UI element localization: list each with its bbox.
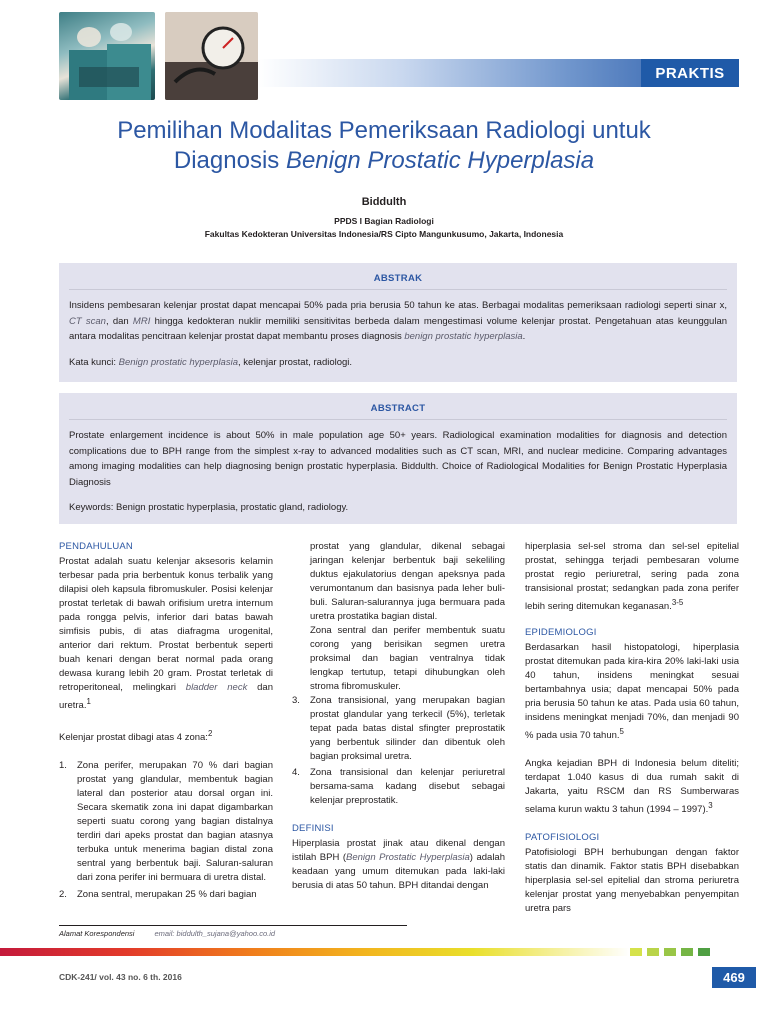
- section-heading-definisi: DEFINISI: [292, 823, 334, 834]
- abstrak-text: Insidens pembesaran kelenjar prostat dapat mencapai 50% pada pria berusia 50 tahun ke atas. Berbagai modalitas pemeriksaan radiologi seperti sinar x, CT scan, dan MRI hingga kedokteran nuklir memiliki sensitivitas berbeda dalam mengestimasi volume kelenjar prostat. Pengetahuan atas keunggulan antara modalitas pencitraan kelenjar prostat dapat membantu proses diagnosis benign prostatic hyperplasia.: [69, 300, 728, 342]
- paragraph: Kelenjar prostat dibagi atas 4 zona:$^2$: [59, 729, 213, 744]
- blood-pressure-photo: [165, 12, 258, 100]
- affiliation-department: PPDS I Bagian Radiologi: [334, 216, 434, 226]
- correspondence: [59, 929, 275, 938]
- paragraph: Angka kejadian BPH di Indonesia belum diteliti; terdapat 1.040 kasus di dua rumah sakit di Jakarta, yaitu RSCM dan RS Sumberwaras selama kurun waktu 3 tahun (1994 – 1997).$^3$: [525, 758, 739, 816]
- abstrak-divider: [69, 289, 727, 290]
- paragraph: Hiperplasia prostat jinak atau dikenal dengan istilah BPH (Benign Prostatic Hyperplasia) adalah keadaan yang umum ditemukan pada laki-laki berusia di atas 50 tahun. BPH ditandai dengan: [292, 838, 505, 891]
- abstract-text: Prostate enlargement incidence is about 50% in male population age 50+ years. Radiological examination modalities for diagnosis and detection complications due to BPH range from the simplest x-ray to advanced modalities such as CT scan, MRI, and nuclear medicine. Comparing advantages among imaging modalities can help diagnosing benign prostatic hyperplasia. Biddulth. Choice of Radiological Modalities for Benign Prostatic Hyperplasia Diagnosis: [69, 430, 727, 488]
- paragraph: Prostat adalah suatu kelenjar aksesoris kelamin terbesar pada pria berbentuk konus terbalik yang dilapisi oleh kapsula fibromuskuler. Posisi kelenjar prostat terletak di bawah orifisium uretra internum pada rongga pelvis, inferior dari batas bawah simfisis pubis, di atas diafragma urogenital, anterior dari rektum. Prostat berbentuk seperti buah kenari dengan berat normal pada orang dewasa kurang lebih 20 gram. Prostat terletak di retroperitoneal, melingkari bladder neck dan uretra.$^1$: [59, 556, 273, 712]
- journal-citation: CDK-241/ vol. 43 no. 6 th. 2016: [59, 972, 182, 982]
- abstract-divider: [69, 419, 727, 420]
- section-label: PRAKTIS: [641, 59, 739, 87]
- list-item: 3. Zona transisional, yang merupakan bagian prostat glandular yang terkecil (5%), terletak tepat pada batas distal sfingter preprostatik yang berbentuk silinder dan dibentuk oleh bagian proksimal uretra.: [292, 695, 505, 762]
- section-heading-epidemiologi: EPIDEMIOLOGI: [525, 627, 597, 639]
- abstract-box: [59, 393, 737, 524]
- paragraph: Berdasarkan hasil histopatologi, hiperplasia prostat ditemukan pada kira-kira 20% laki-laki usia 40 tahun, insidens meningkat sesuai bertambahnya usia; dapat mencapai 50% pada pria berusia 50 tahun ke atas. Pada usia 60 tahun, insidens meningkat menjadi 70%, dan menjadi 90 % pada usia 70 tahun.$^5$: [525, 642, 739, 742]
- title-line1: Pemilihan Modalitas Pemeriksaan Radiologi untuk: [117, 117, 651, 144]
- abstrak-keywords: Kata kunci: Benign prostatic hyperplasia, kelenjar prostat, radiologi.: [69, 356, 353, 368]
- column-1: [59, 540, 273, 902]
- author-name: Biddulth: [361, 196, 407, 208]
- surgeons-photo: [59, 12, 155, 100]
- header-banner: [258, 59, 739, 87]
- affiliation-institution: Fakultas Kedokteran Universitas Indonesia/RS Cipto Mangunkusumo, Jakarta, Indonesia: [204, 229, 564, 239]
- abstract-heading: ABSTRACT: [370, 403, 426, 414]
- correspondence-divider: [59, 925, 407, 926]
- column-2: [292, 540, 505, 893]
- list-item: 4. Zona transisional dan kelenjar periuretral bersama-sama kadang disebut sebagai kelenjar preprostatik.: [292, 767, 505, 806]
- page-number: 469: [712, 967, 756, 988]
- section-heading-patofisiologi: PATOFISIOLOGI: [525, 832, 600, 844]
- color-bar: [0, 948, 630, 956]
- list-item: 1. Zona perifer, merupakan 70 % dari bagian prostat yang glandular, membentuk bagian lateral dan posterior atau dorsal organ ini. Secara skematik zona ini dapat digambarkan seperti suatu corong yang bagian distalnya terdiri dari apeks prostat dan bagian atasnya terbuka untuk menerima bagian distal zona sentral yang berbentuk baji. Saluran-saluran dari zona perifer ini bermuara di uretra distal.: [59, 760, 273, 884]
- section-heading-pendahuluan: PENDAHULUAN: [59, 541, 133, 552]
- correspondence-label: Alamat Korespondensi: [59, 929, 135, 938]
- abstract-keywords: Keywords: Benign prostatic hyperplasia, prostatic gland, radiology.: [69, 502, 349, 513]
- title-line2-plain: Diagnosis: [173, 147, 286, 174]
- list-continuation: Zona sentral dan perifer membentuk suatu corong yang berisikan segmen uretra proksimal dan bagian ventralnya tidak lengkap tertutup, tetapi dihubungkan oleh stroma fibromuskuler.: [310, 625, 505, 692]
- abstrak-box: [59, 263, 737, 382]
- correspondence-email: email: biddulth_sujana@yahoo.co.id: [154, 929, 276, 938]
- title-line2-italic: Benign Prostatic Hyperplasia: [285, 147, 595, 174]
- abstrak-heading: ABSTRAK: [373, 273, 423, 284]
- article-title: [40, 116, 728, 176]
- paragraph: hiperplasia sel-sel stroma dan sel-sel epitelial prostat, sehingga terjadi pembesaran volume prostat regio periuretral, sering pada zona transisional prostat; sedangkan pada zona perifer lebih sering ditemukan keganasan.$^{3-5}$: [525, 541, 739, 613]
- paragraph: Patofisiologi BPH berhubungan dengan faktor statis dan dinamik. Faktor statis BPH disebabkan hiperplasia sel-sel epitelial dan stroma periuretra kelenjar prostat yang menyebabkan penyempitan uretra pars: [525, 847, 739, 915]
- column-3: [525, 540, 739, 916]
- list-continuation: prostat yang glandular, dikenal sebagai jaringan kelenjar berbentuk baji sekeliling duktus ejakulatorius dengan apeksnya pada verumontanum dan basisnya pada leher buli-buli. Saluran-salurannya juga bermuara pada uretra prostatika bagian distal.: [310, 541, 505, 622]
- color-squares: [630, 948, 710, 956]
- list-item: 2. Zona sentral, merupakan 25 % dari bagian: [59, 889, 257, 901]
